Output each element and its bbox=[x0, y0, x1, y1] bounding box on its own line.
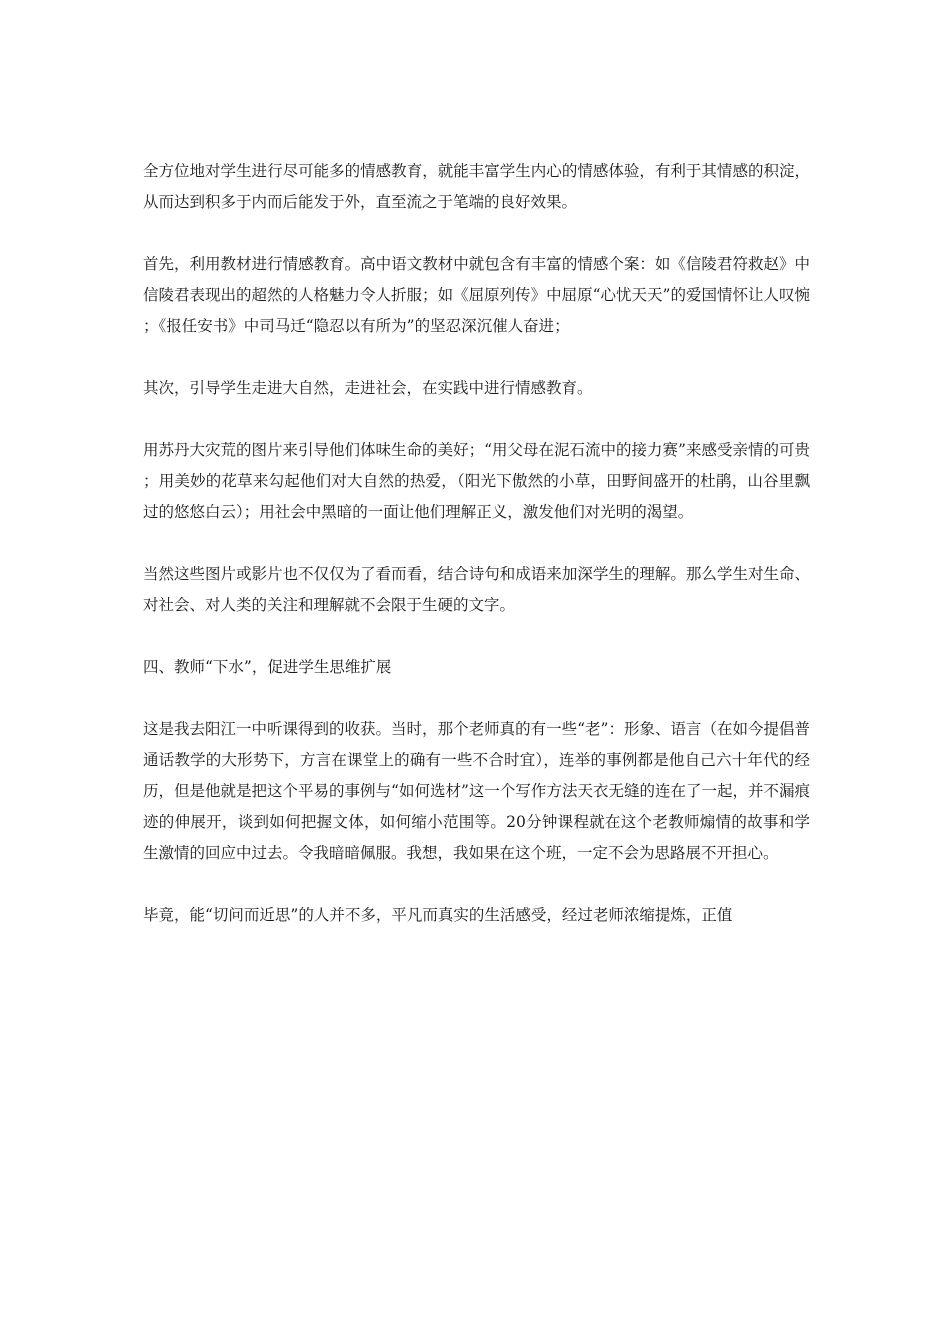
paragraph-emotional-education-intro: 全方位地对学生进行尽可能多的情感教育，就能丰富学生内心的情感体验，有利于其情感的积淀，从而达到积多于内而后能发于外，直至流之于笔端的良好效果。 bbox=[143, 162, 810, 211]
paragraph-textbook-emotion: 首先，利用教材进行情感教育。高中语文教材中就包含有丰富的情感个案：如《信陵君符救赵》中信陵君表现出的超然的人格魅力令人折服；如《屈原列传》中屈原“心忧天天”的爱国情怀让人叹惋；《报任安书》中司马迁“隐忍以有所为”的坚忍深沉催人奋进； bbox=[143, 255, 810, 335]
paragraph-pictures-guidance: 用苏丹大灾荒的图片来引导他们体味生命的美好；“用父母在泥石流中的接力赛”来感受亲情的可贵；用美妙的花草来勾起他们对大自然的热爱，（阳光下傲然的小草，田野间盛开的杜鹃，山谷里飘过的悠悠白云）；用社会中黑暗的一面让他们理解正义，激发他们对光明的渴望。 bbox=[143, 441, 810, 521]
section-heading-teacher: 四、教师“下水”，促进学生思维扩展 bbox=[143, 658, 392, 676]
paragraph-yangjiang-lesson: 这是我去阳江一中听课得到的收获。当时，那个老师真的有一些“老”：形象、语言（在如今提倡普通话教学的大形势下，方言在课堂上的确有一些不合时宜），连举的事例都是他自己六十年代的经历，但是他就是把这个平易的事例与“如何选材”这一个写作方法天衣无缝的连在了一起，并不漏痕迹的伸展开，谈到如何把握文体，如何缩小范围等。20分钟课程就在这个老教师煽情的故事和学生激情的回应中过去。令我暗暗佩服。我想，我如果在这个班，一定不会为思路展不开担心。 bbox=[143, 720, 810, 862]
document-body bbox=[143, 156, 810, 931]
paragraph-nature-society: 其次，引导学生走进大自然，走进社会，在实践中进行情感教育。 bbox=[143, 379, 593, 397]
paragraph-poems-idioms: 当然这些图片或影片也不仅仅为了看而看，结合诗句和成语来加深学生的理解。那么学生对生命、对社会、对人类的关注和理解就不会限于生硬的文字。 bbox=[143, 565, 810, 614]
paragraph-closing: 毕竟，能“切问而近思”的人并不多，平凡而真实的生活感受，经过老师浓缩提炼，正值 bbox=[143, 906, 733, 924]
